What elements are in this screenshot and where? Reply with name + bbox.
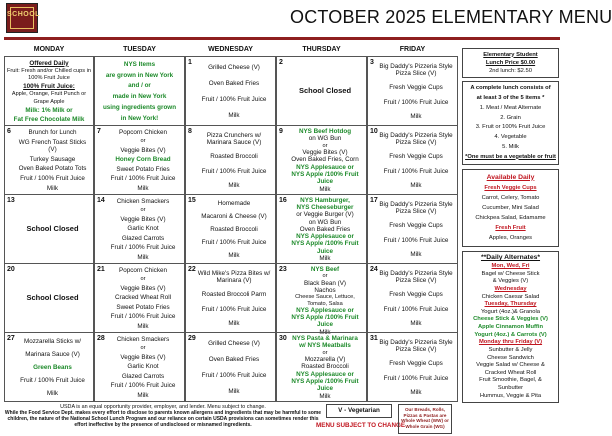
- day-number: 13: [7, 197, 15, 204]
- day-number: 3: [370, 59, 374, 66]
- available-daily-box: [462, 169, 559, 247]
- menu-line-one-must-be-a-vegetable-or-fruit: *One must be a vegetable or fruit: [465, 153, 556, 160]
- menu-line-veggie-bites-v: Veggie Bites (V): [120, 354, 166, 362]
- menu-line-milk: Milk: [319, 328, 331, 336]
- menu-line-veggie-bites-v: Veggie Bites (V): [120, 216, 166, 224]
- day-cell-29: [185, 332, 276, 402]
- page-title: OCTOBER 2025 ELEMENTARY MENU: [290, 7, 612, 27]
- day-number: 1: [188, 59, 192, 66]
- menu-line-fat-free-chocolate-milk: Fat Free Chocolate Milk: [13, 115, 85, 123]
- menu-line-fresh-veggie-cups: Fresh Veggie Cups: [389, 222, 443, 230]
- panel-content: [465, 254, 556, 400]
- menu-line-cheese-sauce-lettuce: Cheese Sauce, Lettuce,: [295, 294, 355, 301]
- menu-line-or: or: [322, 349, 328, 356]
- menu-line-oven-baked-fries: Oven Baked Fries: [208, 79, 260, 87]
- menu-line-veggie-salad-w-cheese: Veggie Salad w/ Cheese &: [476, 362, 545, 369]
- menu-line-yogurt-4oz-granola: Yogurt (4oz.)& Granola: [480, 308, 541, 315]
- menu-line-milk: Milk: [228, 112, 240, 120]
- menu-line-homemade: Homemade: [217, 199, 251, 207]
- day-menu: [104, 197, 182, 262]
- day-cell-6: [4, 125, 94, 195]
- menu-line-milk: Milk: [410, 320, 422, 328]
- menu-line-grilled-cheese-v: Grilled Cheese (V): [208, 339, 260, 347]
- nys-items-cell: [94, 56, 185, 126]
- menu-line-or-veggie-burger-v: or Veggie Burger (V): [296, 211, 354, 219]
- day-cell-17: [367, 194, 458, 264]
- day-menu: [377, 266, 455, 331]
- day-cell-2: [276, 56, 367, 126]
- usda-notice: [4, 404, 322, 429]
- menu-line-milk: Milk: [410, 113, 422, 121]
- day-number: 28: [97, 335, 105, 342]
- menu-line-big-daddy-s-pizzeria-style-pizza-slice-v: Big Daddy's Pizzeria Style Pizza Slice (V): [379, 200, 453, 215]
- menu-line-fruit-100-fruit-juice: Fruit / 100% Fruit Juice: [383, 305, 449, 313]
- menu-line-nys-items: NYS Items: [123, 60, 156, 68]
- menu-line-nachos: Nachos: [314, 286, 336, 294]
- menu-line-milk: Milk: [137, 391, 149, 399]
- day-number: 2: [279, 59, 283, 66]
- menu-line-garlic-knot: Garlic Knot: [127, 363, 159, 371]
- day-menu: [286, 266, 364, 336]
- menu-line-fruit-fresh-and-or-chilled-cups-in-100-f: Fruit: Fresh and/or Chilled cups in 100% Fruit Juice: [7, 68, 91, 81]
- menu-line-chicken-smackers: Chicken Smackers: [116, 336, 170, 344]
- menu-line-glazed-carrots: Glazed Carrots: [121, 234, 165, 242]
- day-cell-27: [4, 332, 94, 402]
- menu-line-veggie-bites-v: Veggie Bites (V): [120, 285, 166, 293]
- menu-line-fresh-veggie-cups: Fresh Veggie Cups: [389, 84, 443, 92]
- menu-line-wg-french-toast-sticks-v: WG French Toast Sticks (V): [18, 138, 87, 154]
- menu-line-yogurt-4oz-carrots-v: Yogurt (4oz.) & Carrots (V): [474, 331, 547, 338]
- menu-line-milk-1-milk-or: Milk: 1% Milk or: [25, 107, 73, 115]
- menu-line-or: or: [140, 138, 146, 145]
- day-menu: [195, 335, 273, 400]
- menu-line-bagel-w-cheese-stick: Bagel w/ Cheese Stick: [481, 270, 540, 277]
- menu-line-milk: Milk: [228, 320, 240, 328]
- menu-line-fresh-fruit: Fresh Fruit: [495, 225, 526, 232]
- menu-line-sunbutter: Sunbutter: [497, 384, 524, 391]
- menu-line-fruit-100-fruit-juice: Fruit / 100% Fruit Juice: [201, 167, 267, 175]
- menu-line-milk: Milk: [228, 251, 240, 259]
- menu-line-lunch-price-0-00: Lunch Price $0.00: [485, 59, 536, 66]
- menu-line-w-nys-meatballs: w/ NYS Meatballs: [299, 342, 351, 350]
- menu-line-school-closed: School Closed: [26, 293, 79, 303]
- day-number: 9: [279, 128, 283, 135]
- menu-line-cheese-stick-veggies-v: Cheese Stick & Veggies (V): [473, 316, 548, 323]
- menu-line-milk: Milk: [137, 322, 149, 330]
- day-menu: [14, 266, 91, 331]
- day-cell-22: [185, 263, 276, 333]
- menu-line-roasted-broccoli-parm: Roasted Broccoli Parm: [201, 291, 267, 299]
- menu-line-at-least-3-of-the-5-items: at least 3 of the 5 items *: [476, 95, 545, 102]
- menu-line-mon-wed-fri: Mon, Wed, Fri: [491, 263, 530, 270]
- menu-line-school-closed: School Closed: [26, 224, 79, 234]
- usda-statement: USDA is an equal opportunity provider, employer, and lender. Menu subject to change.: [60, 404, 266, 410]
- day-menu: [104, 335, 182, 400]
- menu-line-roasted-broccoli: Roasted Broccoli: [301, 363, 349, 371]
- day-number: 27: [7, 335, 15, 342]
- menu-line-are-grown-in-new-york: are grown in New York: [105, 71, 174, 79]
- day-menu: [377, 128, 455, 193]
- menu-line-fruit-smoothie-bagel: Fruit Smoothie, Bagel, &: [479, 377, 542, 384]
- menu-line-glazed-carrots: Glazed Carrots: [121, 372, 165, 380]
- menu-line-nys-applesauce-or: NYS Applesauce or: [296, 306, 354, 314]
- menu-line-nys-apple-100-fruit-juice: NYS Apple /100% Fruit Juice: [291, 240, 359, 255]
- day-menu: [195, 197, 273, 262]
- menu-line-fruit-100-fruit-juice: Fruit / 100% Fruit Juice: [383, 98, 449, 106]
- day-cell-13: [4, 194, 94, 264]
- day-number: 17: [370, 197, 378, 204]
- menu-line-mozzarella-v: Mozzarella (V): [304, 356, 346, 364]
- menu-line-fruit-100-fruit-juice: Fruit / 100% Fruit Juice: [201, 372, 267, 379]
- day-number: 31: [370, 335, 378, 342]
- menu-line-milk: Milk: [410, 182, 422, 190]
- day-cell-1: [185, 56, 276, 126]
- menu-line-nys-beef: NYS Beef: [310, 266, 340, 273]
- menu-line-veggie-bites-v: Veggie Bites (V): [120, 147, 166, 155]
- menu-line-fruit-100-fruit-juice: Fruit / 100% Fruit Juice: [110, 244, 176, 252]
- school-logo: [6, 3, 38, 33]
- menu-line-fruit-100-fruit-juice: Fruit / 100% Fruit Juice: [20, 376, 85, 384]
- menu-line-fruit-100-fruit-juice: Fruit / 100% Fruit Juice: [110, 382, 176, 390]
- menu-line-monday-thru-friday-v: Monday thru Friday (V): [478, 339, 543, 346]
- day-cell-21: [94, 263, 185, 333]
- menu-line-or: or: [140, 276, 146, 283]
- day-cell-28: [94, 332, 185, 402]
- menu-line-fruit-100-fruit-juice: Fruit / 100% Fruit Juice: [383, 374, 449, 382]
- menu-line-tomato-salsa: Tomato, Salsa: [307, 300, 343, 307]
- day-cell-16: [276, 194, 367, 264]
- menu-line-marinara-sauce-v: Marinara Sauce (V): [25, 350, 80, 358]
- day-menu: [286, 59, 364, 124]
- menu-subject-to-change: MENU SUBJECT TO CHANGE: [316, 422, 406, 429]
- menu-line-oven-baked-fries: Oven Baked Fries: [208, 355, 260, 363]
- menu-line-milk: Milk: [228, 388, 240, 396]
- panel-content: [465, 51, 556, 75]
- day-menu: [377, 59, 455, 124]
- day-cell-8: [185, 125, 276, 195]
- menu-line-cucumber-mini-salad: Cucumber, Mini Salad: [482, 205, 539, 212]
- day-menu: [377, 335, 455, 400]
- logo-text: SCHOOL: [7, 11, 40, 18]
- menu-line-milk: Milk: [319, 392, 331, 400]
- menu-line-mozzarella-sticks-w: Mozzarella Sticks w/: [23, 337, 82, 345]
- day-menu: [195, 59, 273, 124]
- menu-line-nys-hamburger: NYS Hamburger,: [300, 197, 350, 204]
- nys-items-cell-content: [97, 59, 182, 124]
- menu-line-sunbutter-jelly: Sunbutter & Jelly: [488, 346, 533, 353]
- allergen-disclaimer: While the Food Service Dept. makes every effort to disclose to parents known allergens and ingredients that may be harmful to some children, the nature of the National School Lunch Program and our reliance on certain USDA provisions can sometimes render this effort ineffective by the presence of undisclosed or misnamed ingredients.: [4, 410, 322, 429]
- day-number: 20: [7, 266, 15, 273]
- day-menu: [286, 335, 364, 400]
- menu-line-fresh-veggie-cups: Fresh Veggie Cups: [484, 184, 537, 191]
- menu-line-cracked-wheat-roll: Cracked Wheat Roll: [484, 369, 537, 376]
- day-menu: [195, 266, 273, 331]
- menu-line-roasted-broccoli: Roasted Broccoli: [210, 153, 258, 161]
- menu-line-or: or: [140, 207, 146, 214]
- menu-line-nys-applesauce-or: NYS Applesauce or: [296, 233, 354, 241]
- menu-line-wild-mike-s-pizza-bites-w-marinara-v: Wild Mike's Pizza Bites w/ Marinara (V): [197, 269, 271, 284]
- daily-alternates-box: [462, 251, 559, 403]
- day-number: 8: [188, 128, 192, 135]
- menu-line-chicken-smackers: Chicken Smackers: [116, 198, 170, 206]
- menu-line-fruit-100-fruit-juice: Fruit / 100% Fruit Juice: [20, 174, 85, 182]
- bread-note: Our Breads, Rolls, Pizzas & Pastas are Whole Wheat (WW) or Whole Grain (WG): [398, 404, 452, 434]
- day-number: 15: [188, 197, 196, 204]
- day-number: 6: [7, 128, 11, 135]
- day-header-wednesday: WEDNESDAY: [208, 46, 253, 53]
- menu-line-sweet-potato-fries: Sweet Potato Fries: [116, 303, 170, 311]
- menu-line-nys-applesauce-or: NYS Applesauce or: [296, 370, 354, 378]
- day-cell-9: [276, 125, 367, 195]
- menu-line-macaroni-cheese-v: Macaroni & Cheese (V): [201, 212, 267, 220]
- menu-line-nys-pasta-marinara: NYS Pasta & Marinara: [292, 335, 358, 343]
- menu-line-milk: Milk: [46, 389, 59, 397]
- menu-line-veggie-bites-v: Veggie Bites (V): [302, 149, 348, 157]
- menu-line-school-closed: School Closed: [298, 86, 352, 96]
- menu-line-on-wg-bun: on WG Bun: [308, 135, 342, 143]
- menu-line-2-grain: 2. Grain: [500, 114, 521, 121]
- menu-line-honey-corn-bread: Honey Corn Bread: [115, 156, 171, 164]
- menu-line-fresh-veggie-cups: Fresh Veggie Cups: [389, 360, 443, 368]
- menu-line-apple-cinnamon-muffin: Apple Cinnamon Muffin: [477, 324, 544, 331]
- menu-line-oven-baked-fries: Oven Baked Fries: [299, 225, 351, 233]
- menu-line-chicken-caesar-salad: Chicken Caesar Salad: [481, 293, 540, 300]
- menu-line-nys-apple-100-fruit-juice: NYS Apple /100% Fruit Juice: [291, 171, 359, 186]
- menu-line-fruit-100-fruit-juice: Fruit / 100% Fruit Juice: [201, 305, 267, 313]
- day-cell-10: [367, 125, 458, 195]
- title-divider: [4, 37, 560, 40]
- menu-line-a-complete-lunch-consists-of: A complete lunch consists of: [470, 85, 551, 92]
- lunch-price-box: [462, 48, 559, 78]
- day-menu: [377, 197, 455, 262]
- panel-content: [465, 172, 556, 244]
- menu-line-nys-cheeseburger: NYS Cheeseburger: [296, 204, 354, 212]
- menu-calendar: [4, 56, 458, 402]
- menu-line-milk: Milk: [410, 389, 422, 397]
- menu-line-fruit-100-fruit-juice: Fruit / 100% Fruit Juice: [110, 313, 176, 321]
- menu-line-elementary-student: Elementary Student: [483, 51, 538, 58]
- menu-line-milk: Milk: [228, 182, 240, 190]
- menu-line-milk: Milk: [137, 253, 149, 261]
- menu-line-nys-applesauce-or: NYS Applesauce or: [296, 163, 354, 171]
- day-header-thursday: THURSDAY: [302, 46, 341, 53]
- menu-line-2nd-lunch-2-50: 2nd lunch: $2.50: [489, 67, 532, 74]
- complete-lunch-box: [462, 81, 559, 165]
- day-cell-24: [367, 263, 458, 333]
- day-menu: [14, 128, 91, 193]
- day-menu: [286, 128, 364, 193]
- menu-line-big-daddy-s-pizzeria-style-pizza-slice-v: Big Daddy's Pizzeria Style Pizza Slice (V): [379, 338, 453, 353]
- menu-line-fresh-veggie-cups: Fresh Veggie Cups: [389, 291, 443, 299]
- menu-line-fresh-veggie-cups: Fresh Veggie Cups: [389, 153, 443, 161]
- day-cell-3: [367, 56, 458, 126]
- menu-line-and-or: and / or: [128, 82, 151, 90]
- menu-line-grilled-cheese-v: Grilled Cheese (V): [208, 63, 260, 71]
- menu-line-roasted-broccoli: Roasted Broccoli: [210, 225, 258, 233]
- menu-line-big-daddy-s-pizzeria-style-pizza-slice-v: Big Daddy's Pizzeria Style Pizza Slice (V): [379, 131, 453, 146]
- menu-line-using-ingredients-grown: using ingredients grown: [102, 104, 177, 112]
- menu-line-garlic-knot: Garlic Knot: [127, 225, 159, 233]
- day-number: 29: [188, 335, 196, 342]
- menu-line-cheese-sandwich: Cheese Sandwich: [487, 354, 534, 361]
- menu-line-apple-orange-fruit-punch-or: Apple, Orange, Fruit Punch or: [11, 91, 87, 98]
- menu-line-popcorn-chicken: Popcorn Chicken: [119, 129, 167, 137]
- day-number: 14: [97, 197, 105, 204]
- menu-line-tuesday-thursday: Tuesday, Thursday: [484, 301, 537, 308]
- vegetarian-legend: V - Vegetarian: [326, 404, 392, 418]
- day-number: 22: [188, 266, 196, 273]
- panel-content: [465, 84, 556, 162]
- menu-line-big-daddy-s-pizzeria-style-pizza-slice-v: Big Daddy's Pizzeria Style Pizza Slice (V): [379, 62, 453, 77]
- day-header-monday: MONDAY: [33, 46, 65, 53]
- menu-line-100-fruit-juice: 100% Fruit Juice:: [23, 82, 75, 90]
- day-cell-23: [276, 263, 367, 336]
- day-cell-20: [4, 263, 94, 333]
- day-menu: [14, 197, 91, 262]
- day-number: 24: [370, 266, 378, 273]
- menu-line-chickpea-salad-edamame: Chickpea Salad, Edamame: [475, 215, 546, 222]
- menu-line-available-daily: Available Daily: [486, 173, 535, 181]
- day-menu: [286, 197, 364, 262]
- menu-line-apples-oranges: Apples, Oranges: [488, 235, 533, 242]
- menu-line-milk: Milk: [410, 251, 422, 259]
- menu-line-green-beans: Green Beans: [33, 363, 72, 371]
- menu-line-milk: Milk: [137, 184, 149, 192]
- menu-line-4-vegetable: 4. Vegetable: [494, 134, 527, 141]
- menu-line-fruit-100-fruit-juice: Fruit / 100% Fruit Juice: [110, 175, 176, 183]
- menu-line-carrot-celery-tomato: Carrot, Celery, Tomato: [481, 195, 540, 202]
- menu-line-pizza-crunchers-w-marinara-sauce-v: Pizza Crunchers w/ Marinara Sauce (V): [206, 131, 262, 146]
- menu-line-or: or: [322, 142, 328, 149]
- day-cell-31: [367, 332, 458, 402]
- day-cell-7: [94, 125, 185, 195]
- day-menu: [104, 266, 182, 331]
- menu-line-black-bean-v: Black Bean (V): [304, 279, 346, 287]
- menu-line-hummus-veggie-pita: Hummus, Veggie & Pita: [479, 392, 542, 399]
- menu-line-1-meat-meat-alternate: 1. Meat / Meat Alternate: [479, 104, 542, 111]
- menu-line-fruit-100-fruit-juice: Fruit / 100% Fruit Juice: [383, 236, 449, 244]
- day-number: 21: [97, 266, 105, 273]
- menu-line-or: or: [140, 345, 146, 352]
- menu-line-milk: Milk: [319, 254, 331, 262]
- menu-line-fruit-100-fruit-juice: Fruit / 100% Fruit Juice: [201, 96, 267, 103]
- menu-line-brunch-for-lunch: Brunch for Lunch: [28, 129, 77, 137]
- menu-line-popcorn-chicken: Popcorn Chicken: [119, 267, 167, 275]
- day-header-friday: FRIDAY: [399, 46, 426, 53]
- menu-line-3-fruit-or-100-fruit-juice: 3. Fruit or 100% Fruit Juice: [475, 124, 546, 131]
- menu-line-oven-baked-potato-tots: Oven Baked Potato Tots: [18, 165, 87, 173]
- day-menu: [195, 128, 273, 193]
- day-number: 30: [279, 335, 287, 342]
- menu-line-in-new-york: in New York!: [120, 114, 159, 122]
- day-cell-15: [185, 194, 276, 264]
- menu-line-5-milk: 5. Milk: [502, 143, 519, 150]
- menu-line-cracked-wheat-roll: Cracked Wheat Roll: [115, 294, 171, 302]
- menu-line-oven-baked-fries-corn: Oven Baked Fries, Corn: [291, 156, 359, 164]
- menu-line-big-daddy-s-pizzeria-style-pizza-slice-v: Big Daddy's Pizzeria Style Pizza Slice (V): [379, 269, 453, 284]
- offered-daily-cell-content: [7, 59, 91, 124]
- menu-line-fruit-100-fruit-juice: Fruit / 100% Fruit Juice: [383, 167, 449, 175]
- day-menu: [14, 335, 91, 400]
- day-cell-14: [94, 194, 185, 264]
- menu-line-nys-apple-100-fruit-juice: NYS Apple /100% Fruit Juice: [291, 314, 359, 329]
- menu-line-fruit-100-fruit-juice: Fruit / 100% Fruit Juice: [201, 238, 267, 246]
- menu-line-turkey-sausage: Turkey Sausage: [29, 155, 76, 163]
- menu-line-on-wg-bun: on WG Bun: [308, 218, 342, 226]
- menu-line-nys-apple-100-fruit-juice: NYS Apple /100% Fruit Juice: [291, 378, 359, 393]
- offered-daily-cell: [4, 56, 94, 126]
- menu-line-veggies-v: & Veggies (V): [492, 278, 529, 285]
- menu-line-daily-alternates: **Daily Alternates*: [480, 254, 541, 262]
- day-number: 7: [97, 128, 101, 135]
- menu-line-milk: Milk: [319, 185, 331, 193]
- menu-line-offered-daily: Offered Daily: [29, 59, 69, 67]
- menu-line-wednesday: Wednesday: [494, 286, 527, 293]
- day-cell-30: [276, 332, 367, 402]
- day-number: 10: [370, 128, 378, 135]
- menu-line-or: or: [322, 273, 328, 280]
- menu-line-grape-apple: Grape Apple: [33, 99, 65, 106]
- day-menu: [104, 128, 182, 193]
- menu-line-nys-beef-hotdog: NYS Beef Hotdog: [298, 128, 352, 136]
- day-header-tuesday: TUESDAY: [123, 46, 156, 53]
- day-number: 16: [279, 197, 287, 204]
- day-number: 23: [279, 266, 287, 273]
- menu-line-made-in-new-york: made in New York: [112, 93, 167, 101]
- menu-line-milk: Milk: [46, 184, 59, 192]
- menu-line-sweet-potato-fries: Sweet Potato Fries: [116, 165, 170, 173]
